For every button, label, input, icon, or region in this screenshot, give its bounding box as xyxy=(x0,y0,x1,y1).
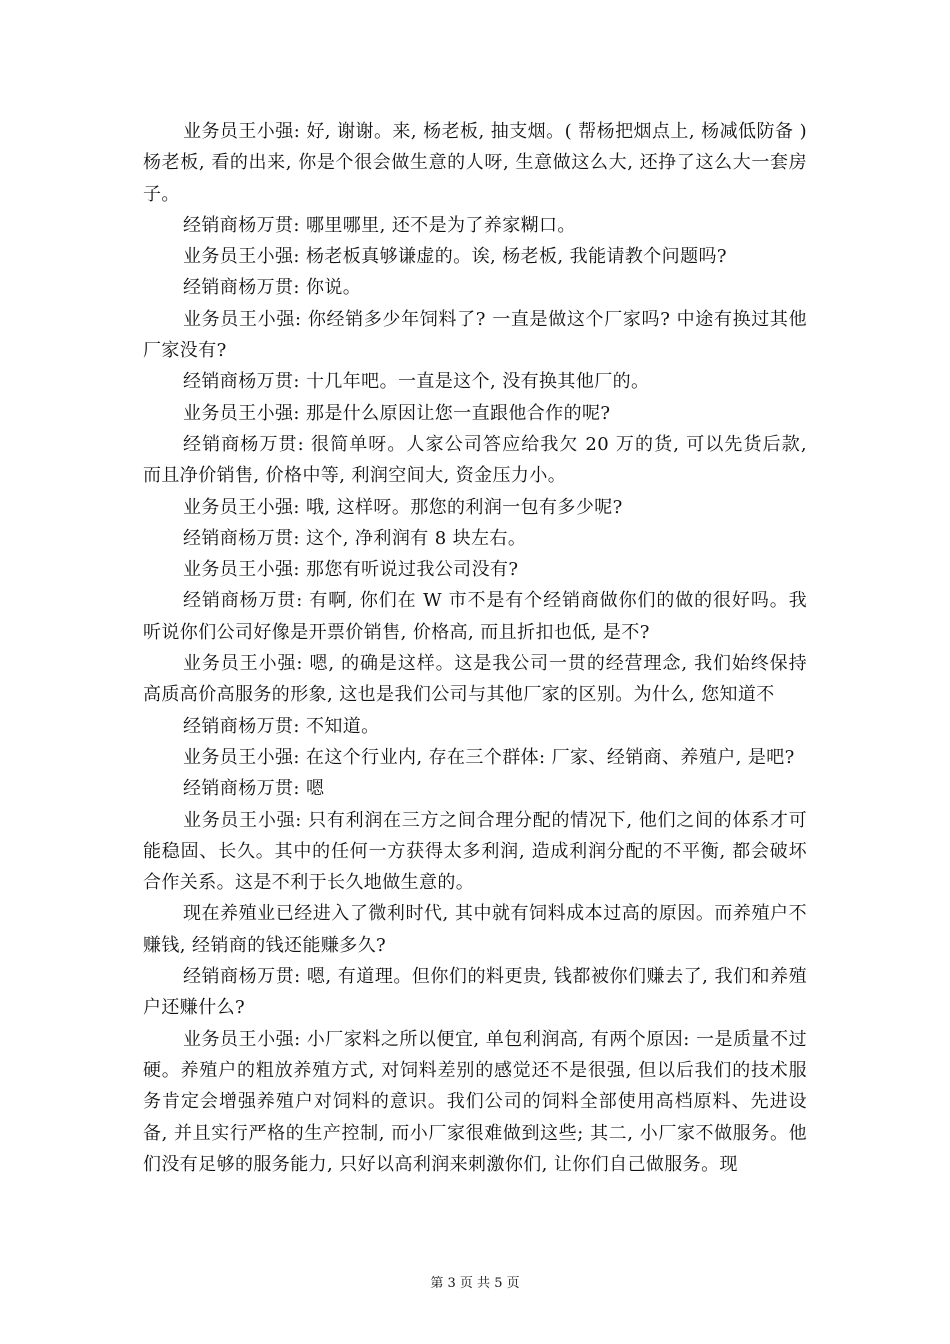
paragraph: 经销商杨万贯: 很简单呀。人家公司答应给我欠 20 万的货, 可以先货后款, 而且净价销售, 价格中等, 利润空间大, 资金压力小。 xyxy=(143,433,807,487)
document-body xyxy=(143,116,807,1180)
paragraph: 业务员王小强: 好, 谢谢。来, 杨老板, 抽支烟。( 帮杨把烟点上, 杨减低防备 ) 杨老板, 看的出来, 你是个很会做生意的人呀, 生意做这么大, 还挣了这么大一套房子。 xyxy=(143,121,807,205)
paragraph: 经销商杨万贯: 哪里哪里, 还不是为了养家糊口。 xyxy=(183,214,576,236)
paragraph: 经销商杨万贯: 不知道。 xyxy=(183,715,380,737)
paragraph: 业务员王小强: 嗯, 的确是这样。这是我公司一贯的经营理念, 我们始终保持高质高价高服务的形象, 这也是我们公司与其他厂家的区别。为什么, 您知道不 xyxy=(143,653,807,706)
paragraph: 经销商杨万贯: 嗯 xyxy=(183,778,325,800)
paragraph: 现在养殖业已经进入了微利时代, 其中就有饲料成本过高的原因。而养殖户不赚钱, 经销商的钱还能赚多久? xyxy=(143,903,807,956)
paragraph: 业务员王小强: 在这个行业内, 存在三个群体: 厂家、经销商、养殖户, 是吧? xyxy=(183,746,795,768)
paragraph: 经销商杨万贯: 嗯, 有道理。但你们的料更贵, 钱都被你们赚去了, 我们和养殖户还赚什么? xyxy=(143,966,807,1019)
page-footer xyxy=(0,1276,950,1292)
paragraph: 业务员王小强: 那是什么原因让您一直跟他合作的呢? xyxy=(183,402,611,424)
paragraph: 经销商杨万贯: 十几年吧。一直是这个, 没有换其他厂的。 xyxy=(183,371,650,393)
paragraph: 经销商杨万贯: 有啊, 你们在 W 市不是有个经销商做你们的做的很好吗。我听说你们公司好像是开票价销售, 价格高, 而且折扣也低, 是不? xyxy=(143,590,807,643)
paragraph: 业务员王小强: 你经销多少年饲料了? 一直是做这个厂家吗? 中途有换过其他厂家没有? xyxy=(143,308,807,362)
paragraph: 业务员王小强: 小厂家料之所以便宜, 单包利润高, 有两个原因: 一是质量不过硬。养殖户的粗放养殖方式, 对饲料差别的感觉还不是很强, 但以后我们的技术服务肯定会增强养殖户对饲料的意识。我们公司的饲料全部使用高档原料、先进设备, 并且实行严格的生产控制, 而小厂家很难做到这些; 其二, 小厂家不做服务。他们没有足够的服务能力, 只好以高利润来刺激你们, 让你们自己做服务。现 xyxy=(143,1028,807,1175)
paragraph: 业务员王小强: 杨老板真够谦虚的。诶, 杨老板, 我能请教个问题吗? xyxy=(183,246,727,268)
paragraph: 业务员王小强: 只有利润在三方之间合理分配的情况下, 他们之间的体系才可能稳固、长久。其中的任何一方获得太多利润, 造成利润分配的不平衡, 都会破坏合作关系。这是不利于长久地做生意的。 xyxy=(143,809,807,894)
paragraph: 业务员王小强: 哦, 这样呀。那您的利润一包有多少呢? xyxy=(183,496,623,518)
paragraph: 经销商杨万贯: 这个, 净利润有 8 块左右。 xyxy=(183,527,527,549)
paragraph: 业务员王小强: 那您有听说过我公司没有? xyxy=(183,559,519,581)
page-number-label: 第 3 页 共 5 页 xyxy=(430,1276,520,1291)
paragraph: 经销商杨万贯: 你说。 xyxy=(183,277,362,299)
